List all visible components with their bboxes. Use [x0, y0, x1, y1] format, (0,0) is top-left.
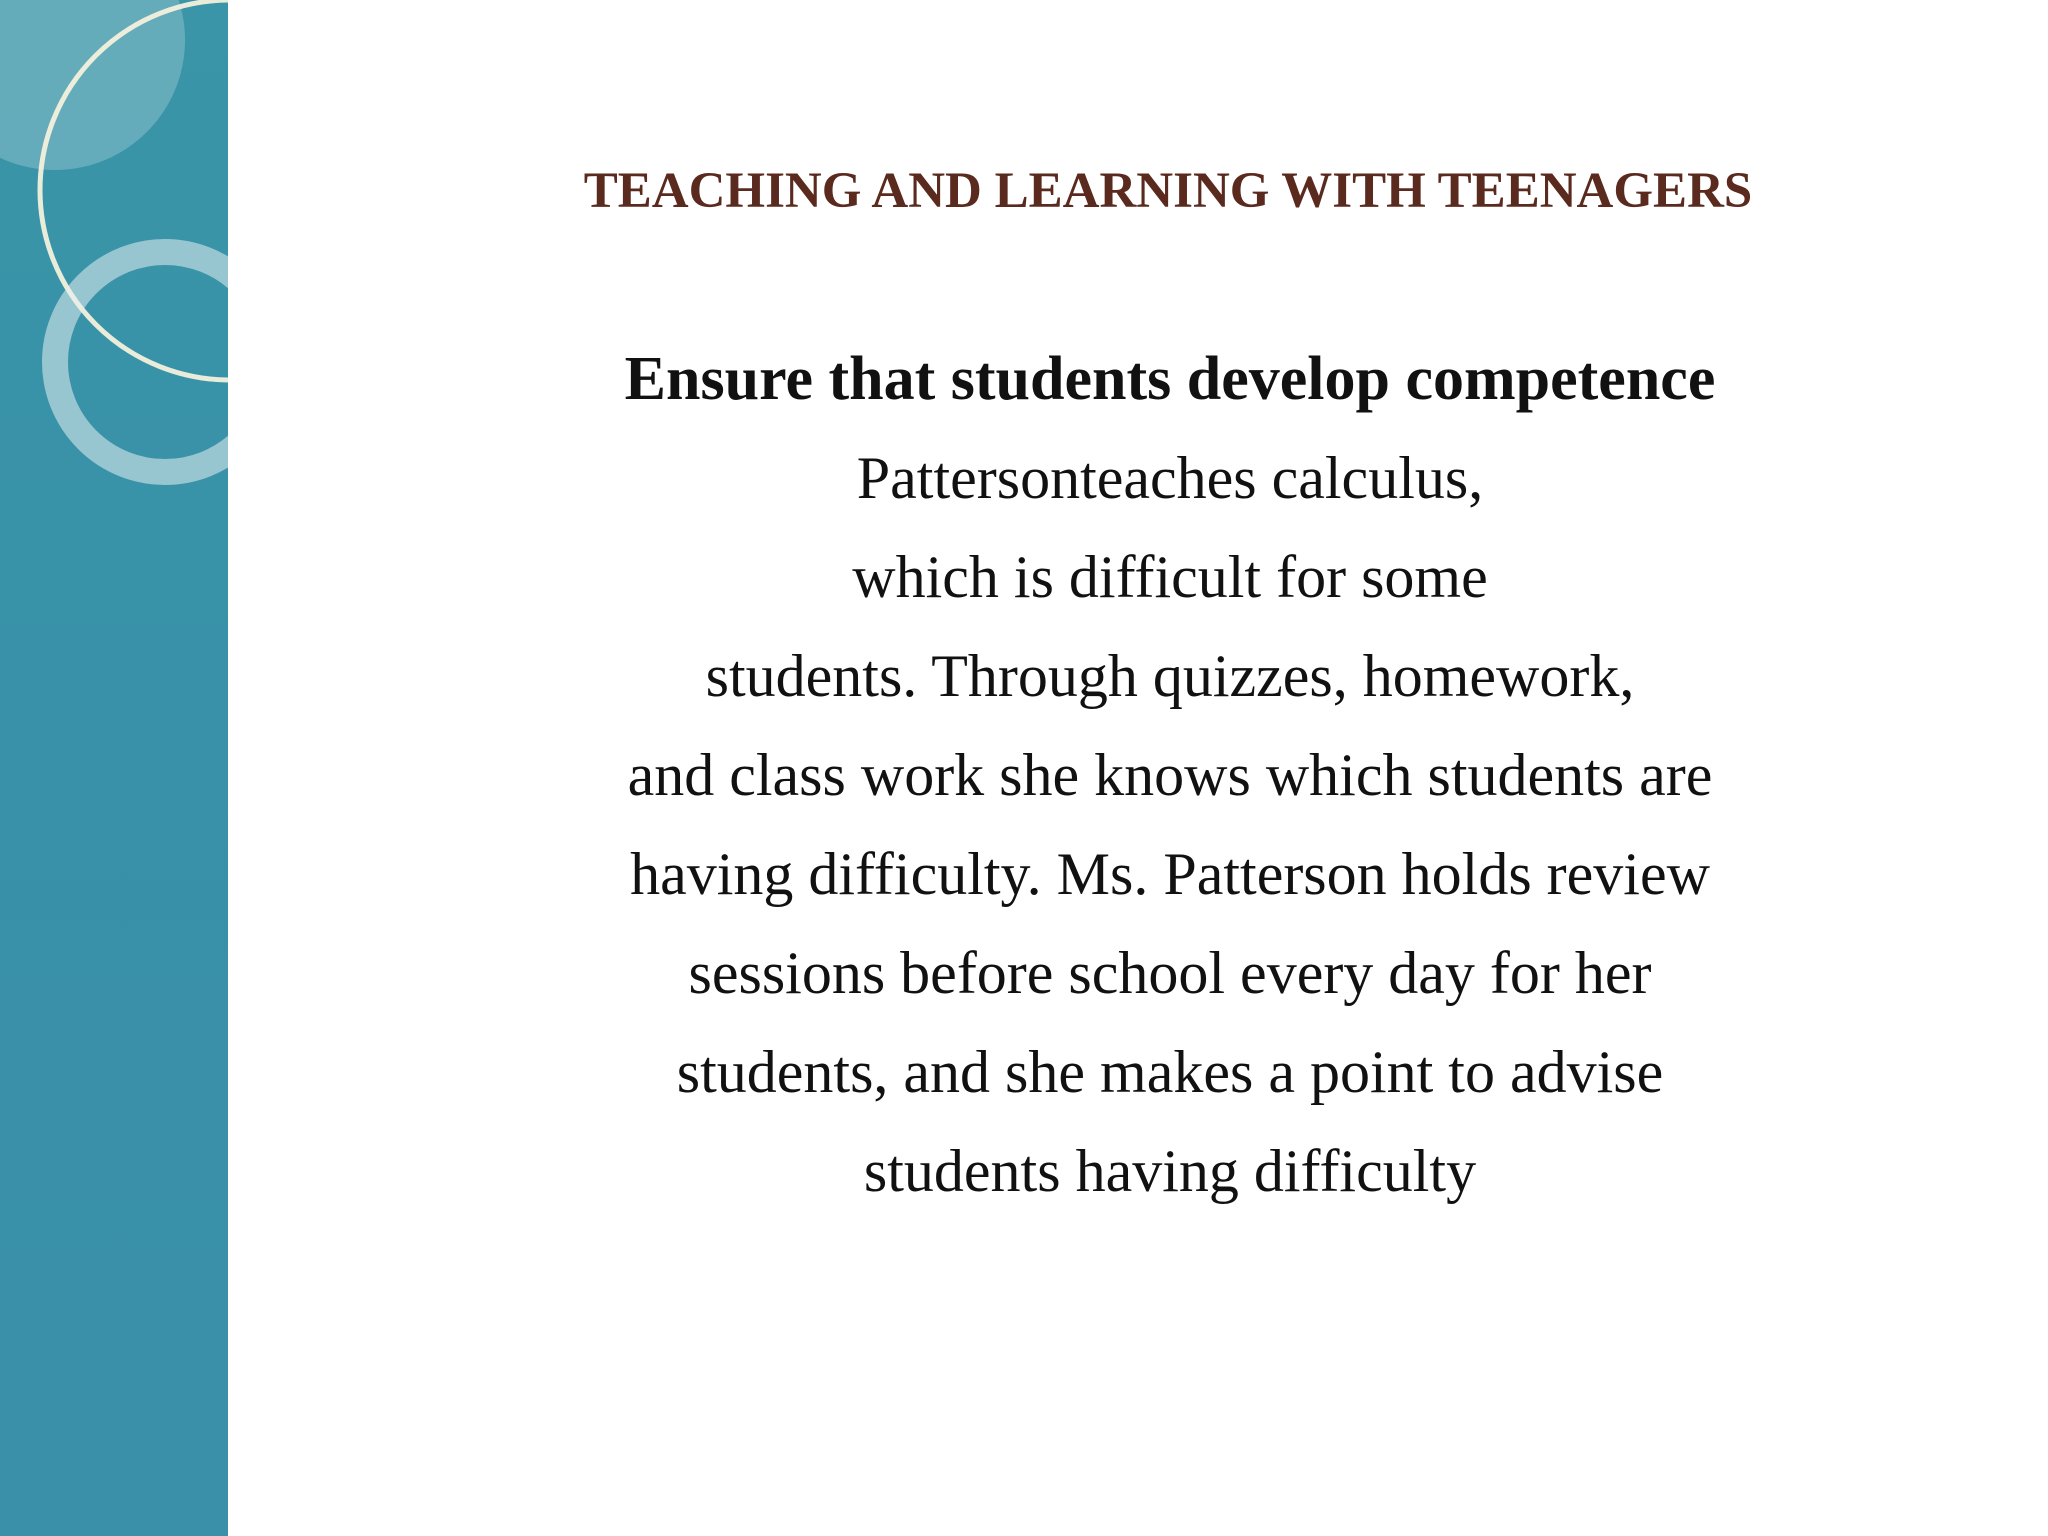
decorative-circles-icon	[0, 0, 228, 1536]
body-line: which is difficult for some	[852, 544, 1488, 610]
body-line: having difficulty. Ms. Patterson holds review	[630, 841, 1710, 907]
body-line: sessions before school every day for her	[688, 940, 1652, 1006]
decorative-sidebar	[0, 0, 228, 1536]
body-line: students, and she makes a point to advise	[676, 1039, 1664, 1105]
body-line: students. Through quizzes, homework,	[705, 643, 1635, 709]
slide-heading: Ensure that students develop competence	[624, 345, 1716, 413]
body-line: and class work she knows which students are	[627, 742, 1713, 808]
slide-content	[500, 330, 1840, 1221]
body-line: students having difficulty	[863, 1138, 1477, 1204]
slide-title: TEACHING AND LEARNING WITH TEENAGERS	[583, 163, 1753, 219]
decorative-circle	[0, 0, 185, 170]
decorative-ring-medium	[55, 252, 228, 472]
body-line: Pattersonteaches calculus,	[856, 445, 1484, 511]
